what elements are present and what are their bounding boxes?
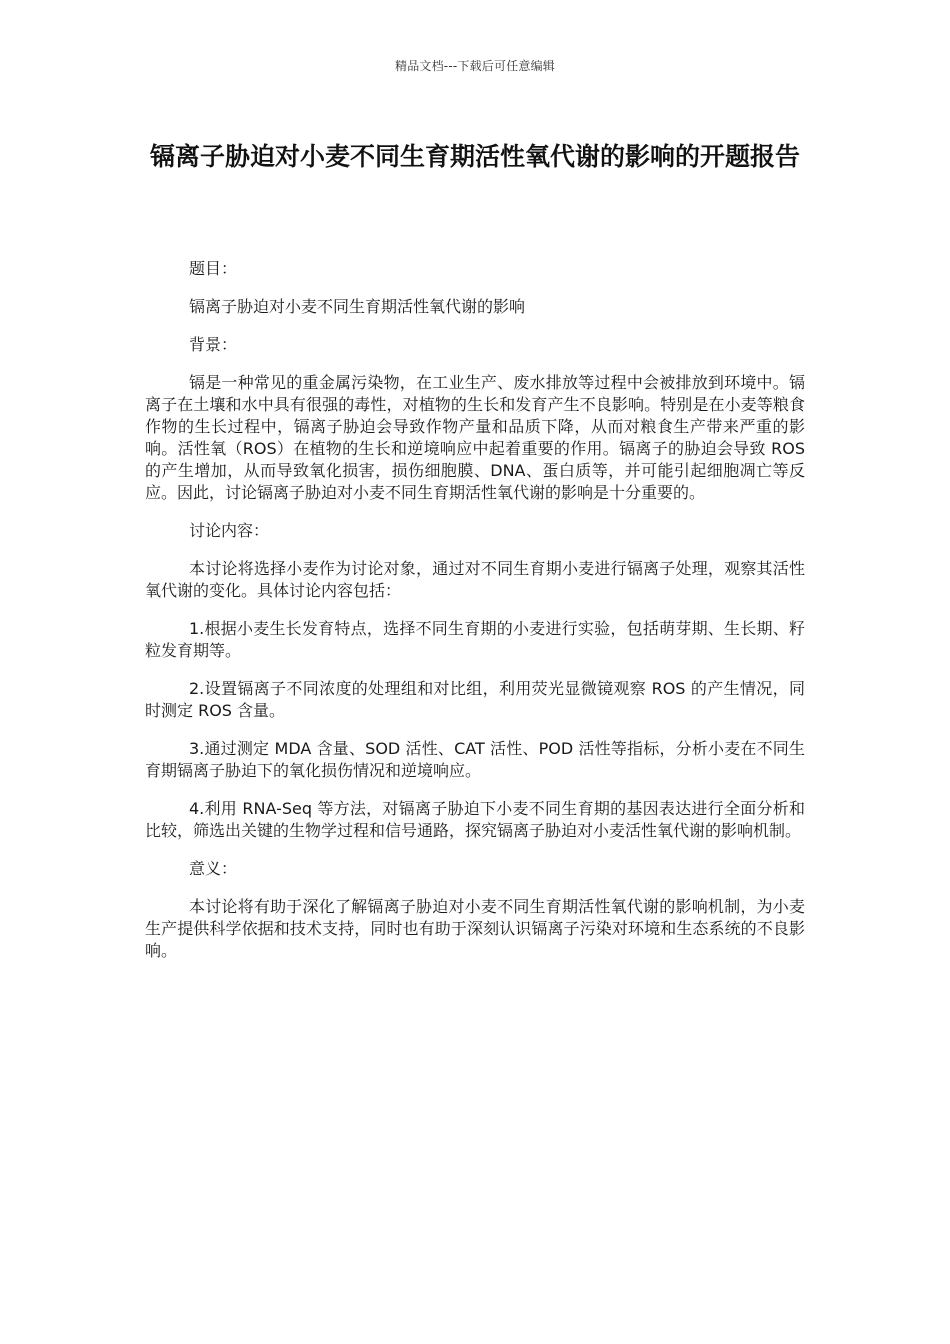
discussion-item-2: 2.设置镉离子不同浓度的处理组和对比组，利用荧光显微镜观察 ROS 的产生情况，同时测定 ROS 含量。	[145, 679, 805, 720]
discussion-intro-paragraph: 本讨论将选择小麦作为讨论对象，通过对不同生育期小麦进行镉离子处理，观察其活性氧代谢的变化。具体讨论内容包括：	[145, 559, 805, 600]
significance-paragraph: 本讨论将有助于深化了解镉离子胁迫对小麦不同生育期活性氧代谢的影响机制，为小麦生产提供科学依据和技术支持，同时也有助于深刻认识镉离子污染对环境和生态系统的不良影响。	[145, 897, 805, 960]
section-label-significance: 意义：	[189, 859, 238, 878]
discussion-item-4: 4.利用 RNA-Seq 等方法，对镉离子胁迫下小麦不同生育期的基因表达进行全面分析和比较，筛选出关键的生物学过程和信号通路，探究镉离子胁迫对小麦活性氧代谢的影响机制。	[145, 799, 805, 840]
discussion-item-3: 3.通过测定 MDA 含量、SOD 活性、CAT 活性、POD 活性等指标，分析小麦在不同生育期镉离子胁迫下的氧化损伤情况和逆境响应。	[145, 739, 805, 780]
page-header: 精品文档---下载后可任意编辑	[395, 59, 555, 73]
section-label-topic: 题目：	[189, 259, 238, 278]
background-paragraph: 镉是一种常见的重金属污染物，在工业生产、废水排放等过程中会被排放到环境中。镉离子在土壤和水中具有很强的毒性，对植物的生长和发育产生不良影响。特别是在小麦等粮食作物的生长过程中，镉离子胁迫会导致作物产量和品质下降，从而对粮食生产带来严重的影响。活性氧（ROS）在植物的生长和逆境响应中起着重要的作用。镉离子的胁迫会导致 ROS 的产生增加，从而导致氧化损害，损伤细胞膜、DNA、蛋白质等，并可能引起细胞凋亡等反应。因此，讨论镉离子胁迫对小麦不同生育期活性氧代谢的影响是十分重要的。	[145, 373, 805, 502]
section-label-background: 背景：	[189, 335, 238, 354]
topic-text: 镉离子胁迫对小麦不同生育期活性氧代谢的影响	[189, 297, 526, 316]
document-body	[145, 258, 805, 978]
section-label-discussion: 讨论内容：	[189, 521, 270, 540]
document-title: 镉离子胁迫对小麦不同生育期活性氧代谢的影响的开题报告	[150, 142, 801, 171]
discussion-item-1: 1.根据小麦生长发育特点，选择不同生育期的小麦进行实验，包括萌芽期、生长期、籽粒发育期等。	[145, 619, 805, 660]
